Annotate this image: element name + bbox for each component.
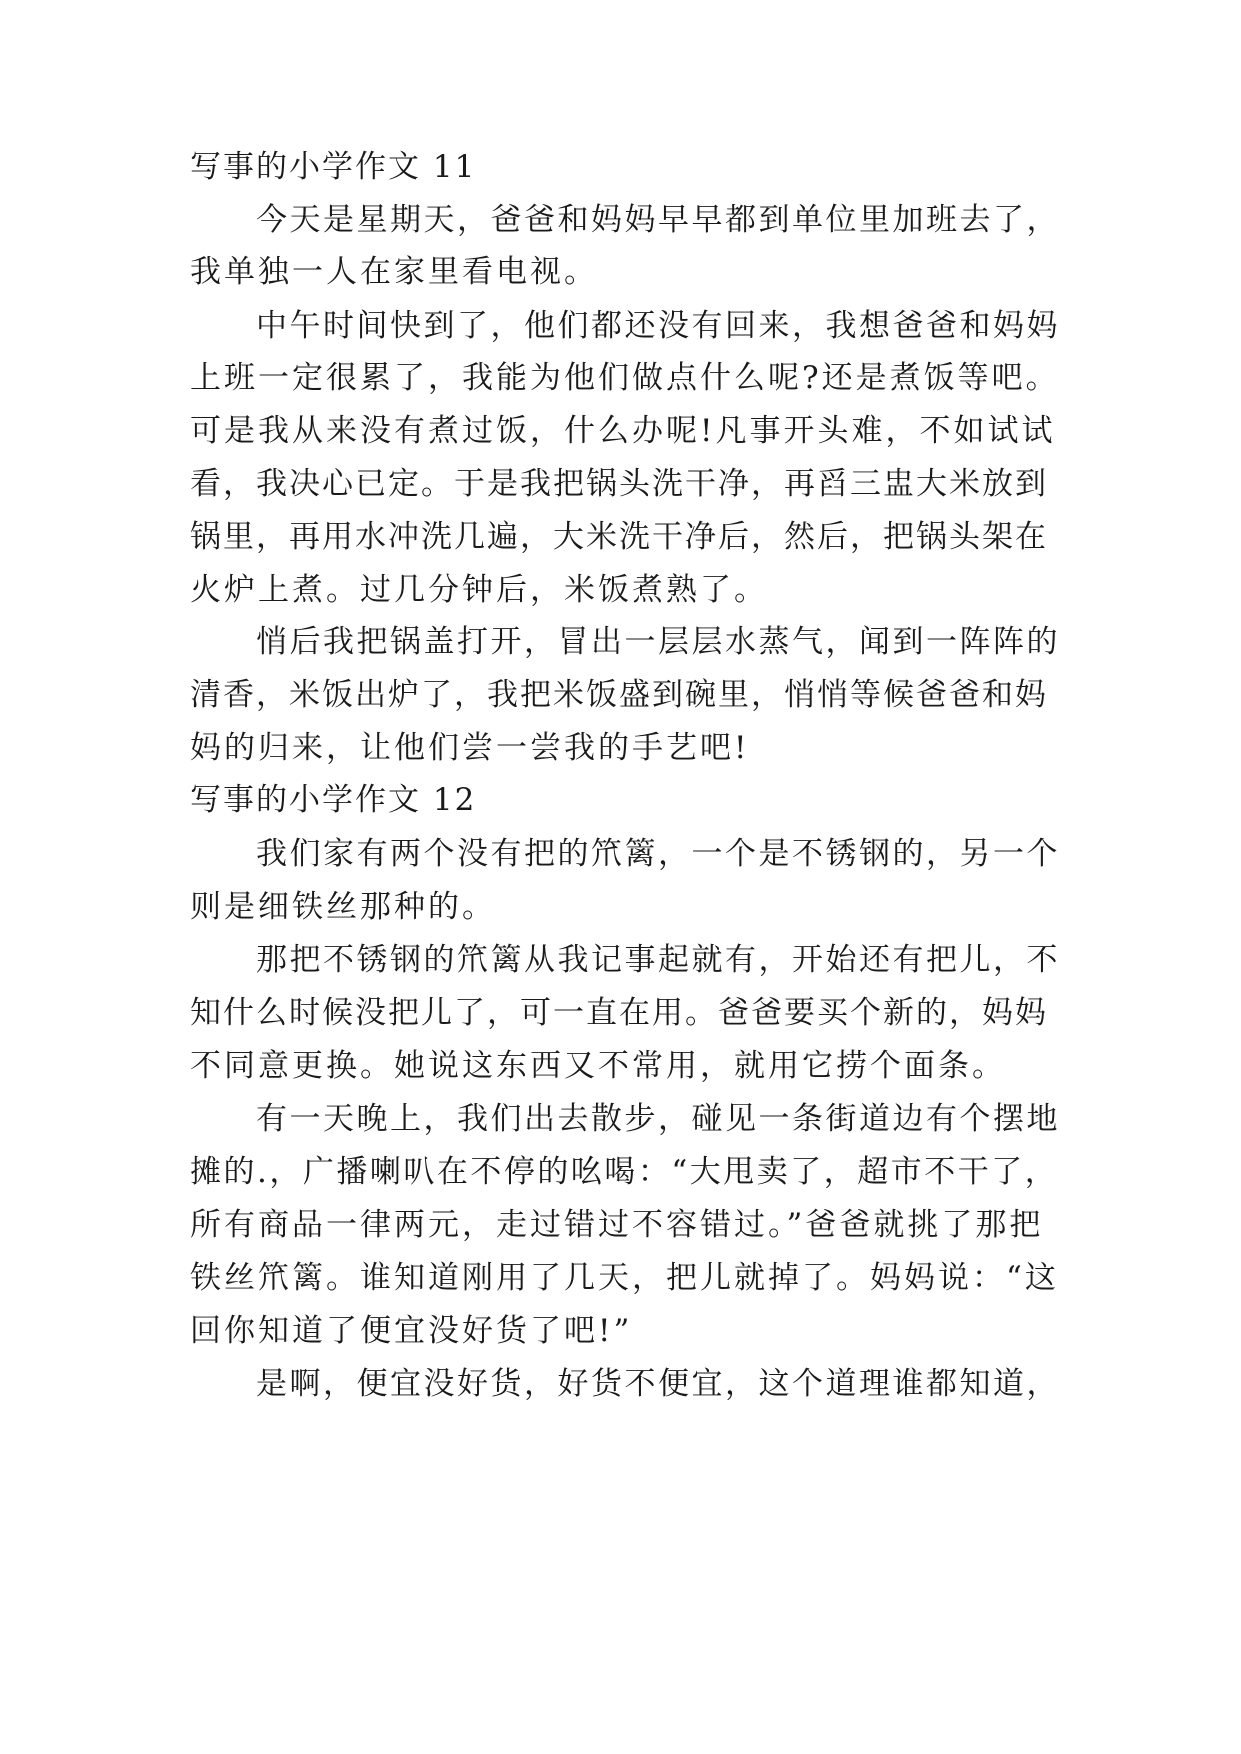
- paragraph-line: 火炉上煮。过几分钟后，米饭煮熟了。: [190, 572, 768, 608]
- paragraph-line: 今天是星期天，爸爸和妈妈早早都到单位里加班去了，: [256, 202, 1060, 238]
- paragraph-line: 是啊，便宜没好货，好货不便宜，这个道理谁都知道，: [256, 1366, 1060, 1402]
- paragraph-line: 清香，米饭出炉了，我把米饭盛到碗里，悄悄等候爸爸和妈: [190, 677, 1048, 713]
- paragraph-line: 铁丝笊篱。谁知道刚用了几天，把儿就掉了。妈妈说：“这: [190, 1260, 1059, 1296]
- paragraph-line: 摊的.，广播喇叭在不停的吆喝：“大甩卖了，超市不干了，: [190, 1154, 1059, 1190]
- essay-heading-12: 写事的小学作文 12: [190, 782, 477, 818]
- paragraph-line: 可是我从来没有煮过饭，什么办呢!凡事开头难，不如试试: [190, 413, 1056, 449]
- essay-heading-11: 写事的小学作文 11: [190, 149, 477, 185]
- paragraph-line: 回你知道了便宜没好货了吧!”: [190, 1313, 633, 1349]
- paragraph-line: 所有商品一律两元，走过错过不容错过。”爸爸就挑了那把: [190, 1207, 1044, 1243]
- paragraph-line: 妈的归来，让他们尝一尝我的手艺吧!: [190, 730, 750, 766]
- paragraph-line: 悄后我把锅盖打开，冒出一层层水蒸气，闻到一阵阵的: [256, 624, 1060, 660]
- paragraph-line: 中午时间快到了，他们都还没有回来，我想爸爸和妈妈: [256, 308, 1060, 344]
- paragraph-line: 锅里，再用水冲洗几遍，大米洗干净后，然后，把锅头架在: [190, 519, 1048, 555]
- paragraph-line: 我单独一人在家里看电视。: [190, 254, 598, 290]
- paragraph-line: 知什么时候没把儿了，可一直在用。爸爸要买个新的，妈妈: [190, 995, 1048, 1031]
- paragraph-line: 不同意更换。她说这东西又不常用，就用它捞个面条。: [190, 1048, 1006, 1084]
- paragraph-line: 看，我决心已定。于是我把锅头洗干净，再舀三盅大米放到: [190, 466, 1048, 502]
- paragraph-line: 则是细铁丝那种的。: [190, 889, 496, 925]
- paragraph-line: 有一天晚上，我们出去散步，碰见一条街道边有个摆地: [256, 1101, 1060, 1137]
- paragraph-line: 上班一定很累了，我能为他们做点什么呢?还是煮饭等吧。: [190, 360, 1060, 396]
- paragraph-line: 我们家有两个没有把的笊篱，一个是不锈钢的，另一个: [256, 836, 1060, 872]
- paragraph-line: 那把不锈钢的笊篱从我记事起就有，开始还有把儿，不: [256, 942, 1060, 978]
